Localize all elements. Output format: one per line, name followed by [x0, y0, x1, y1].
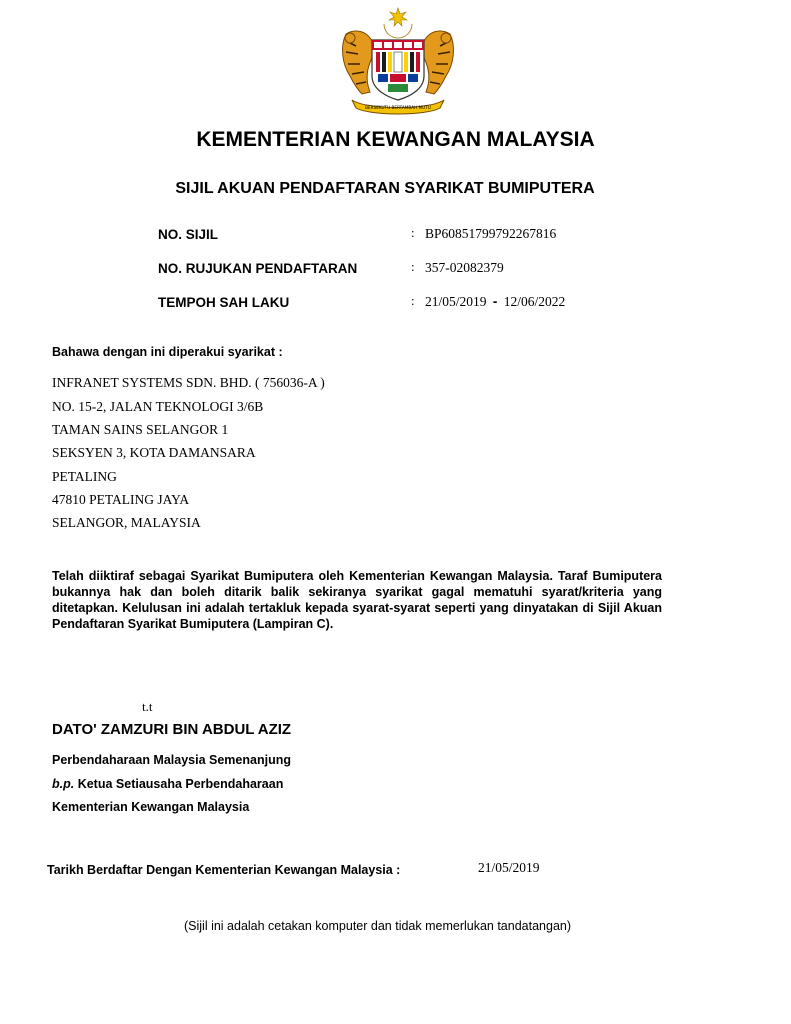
no-rujukan-value: 357-02082379 — [425, 260, 504, 275]
signer-office-line-2 — [52, 777, 283, 791]
certification-intro: Bahawa dengan ini diperakui syarikat : — [52, 345, 283, 359]
tempoh-value — [425, 294, 565, 310]
no-sijil-value: BP60851799792267816 — [425, 226, 557, 241]
ministry-heading: KEMENTERIAN KEWANGAN MALAYSIA — [196, 128, 595, 151]
office-title: Ketua Setiausaha Perbendaharaan — [77, 777, 284, 791]
no-rujukan-colon: : — [411, 259, 415, 274]
tempoh-from: 21/05/2019 — [425, 294, 487, 309]
signature-tt: t.t — [142, 699, 153, 714]
no-sijil-colon: : — [411, 225, 415, 240]
tempoh-label: TEMPOH SAH LAKU — [158, 295, 290, 310]
address-line: NO. 15-2, JALAN TEKNOLOGI 3/6B — [52, 399, 264, 414]
address-line: 47810 PETALING JAYA — [52, 492, 190, 507]
address-line: SELANGOR, MALAYSIA — [52, 515, 201, 530]
no-rujukan-label: NO. RUJUKAN PENDAFTARAN — [158, 261, 358, 276]
tempoh-colon: : — [411, 293, 415, 308]
signer-office-line-3: Kementerian Kewangan Malaysia — [52, 800, 250, 814]
tempoh-to: 12/06/2022 — [503, 294, 566, 309]
footer-note: (Sijil ini adalah cetakan komputer dan tidak memerlukan tandatangan) — [183, 919, 572, 933]
certificate-title: SIJIL AKUAN PENDAFTARAN SYARIKAT BUMIPUTERA — [175, 180, 595, 197]
address-line: PETALING — [52, 469, 117, 484]
registration-date-value: 21/05/2019 — [478, 860, 540, 875]
company-name: INFRANET SYSTEMS SDN. BHD. ( 756036-A ) — [52, 375, 325, 390]
no-sijil-label: NO. SIJIL — [158, 227, 219, 242]
registration-date-label: Tarikh Berdaftar Dengan Kementerian Kewangan Malaysia : — [47, 863, 401, 877]
address-line: SEKSYEN 3, KOTA DAMANSARA — [52, 445, 256, 460]
signer-office-line-1: Perbendaharaan Malaysia Semenanjung — [52, 753, 291, 767]
bp-abbreviation: b.p. — [52, 777, 75, 791]
signer-name: DATO' ZAMZURI BIN ABDUL AZIZ — [52, 721, 292, 738]
coat-of-arms-logo — [336, 6, 460, 116]
tempoh-separator: - — [492, 294, 498, 309]
recognition-paragraph: Telah diiktiraf sebagai Syarikat Bumiputera oleh Kementerian Kewangan Malaysia. Taraf Bumiputera bukannya hak dan boleh ditarik balik sekiranya syarikat gagal mematuhi syarat/kriteria yang ditetapkan. Kelulusan ini adalah tertakluk kepada syarat-syarat seperti yang dinyatakan di Sijil Akuan Pendaftaran Syarikat Bumiputera (Lampiran C). — [52, 569, 662, 631]
address-line: TAMAN SAINS SELANGOR 1 — [52, 422, 229, 437]
svg-text:BERSEKUTU BERTAMBAH MUTU: BERSEKUTU BERTAMBAH MUTU — [365, 105, 431, 110]
